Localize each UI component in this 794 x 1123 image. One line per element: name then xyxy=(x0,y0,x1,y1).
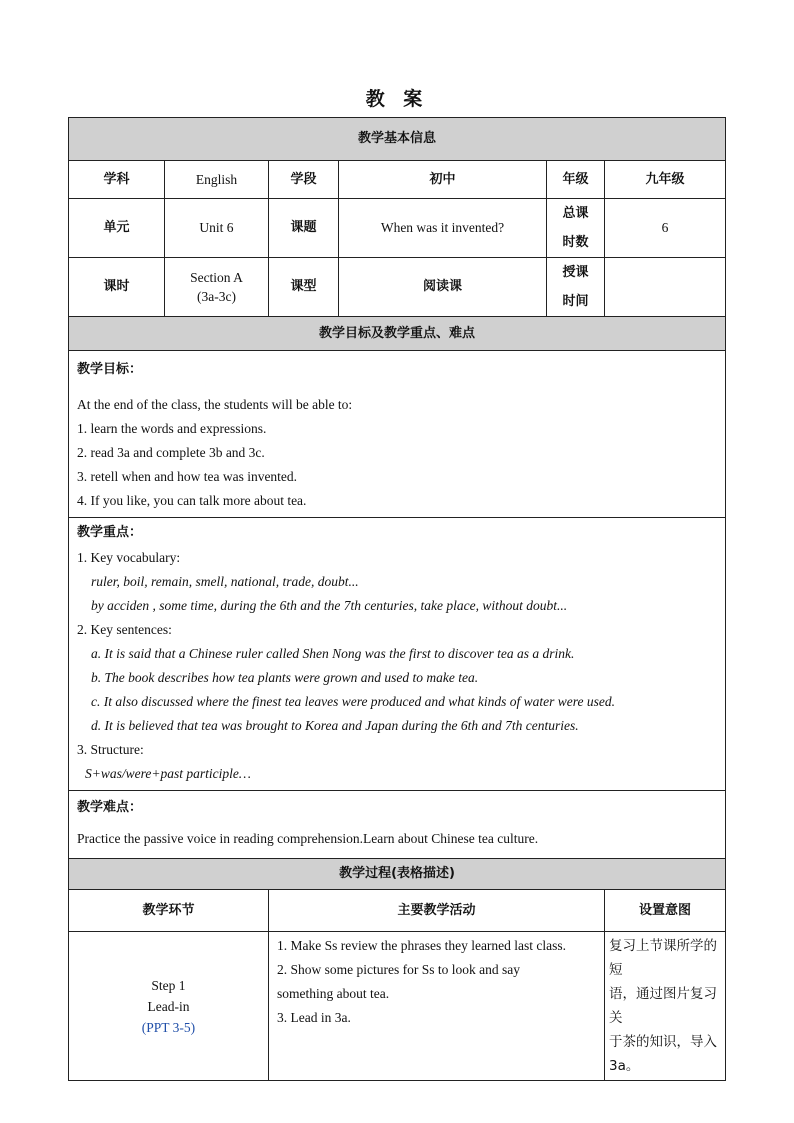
lesson-type-label: 课型 xyxy=(269,258,339,317)
activity-line: something about tea. xyxy=(277,986,390,1001)
stage-value: 初中 xyxy=(339,161,547,199)
period-label: 课时 xyxy=(69,258,165,317)
page-title: 教 案 xyxy=(365,88,429,110)
key-sentence: a. It is said that a Chinese ruler called Shen Nong was the first to discover tea as a drink. xyxy=(91,646,575,661)
structure-title: 3. Structure: xyxy=(77,742,144,757)
objectives-header: 教学目标及教学重点、难点 xyxy=(69,317,726,351)
structure-value: S+was/were+past participle… xyxy=(85,766,251,781)
intent-line: 语，通过图片复习关 xyxy=(609,986,717,1026)
period-value xyxy=(165,258,269,317)
total-periods-value: 6 xyxy=(605,199,726,258)
teaching-goals-cell xyxy=(69,351,726,518)
total-periods-label xyxy=(547,199,605,258)
grade-label: 年级 xyxy=(547,161,605,199)
goal-line: 4. If you like, you can talk more about tea. xyxy=(77,493,307,508)
key-points-cell xyxy=(69,518,726,791)
unit-value: Unit 6 xyxy=(165,199,269,258)
difficulty-cell xyxy=(69,791,726,859)
topic-value: When was it invented? xyxy=(339,199,547,258)
period-value-line-2: (3a-3c) xyxy=(197,289,236,304)
unit-label: 单元 xyxy=(69,199,165,258)
grade-value: 九年级 xyxy=(605,161,726,199)
teaching-time-label xyxy=(547,258,605,317)
intent-line: 复习上节课所学的短 xyxy=(609,938,717,978)
col-step-header: 教学环节 xyxy=(69,890,269,932)
intent-line: 于茶的知识，导入 xyxy=(609,1034,717,1050)
step1-sub: Lead-in xyxy=(147,998,190,1014)
topic-label: 课题 xyxy=(269,199,339,258)
total-label-line-1: 总课 xyxy=(562,206,589,221)
teaching-time-value xyxy=(605,258,726,317)
goal-line: 2. read 3a and complete 3b and 3c. xyxy=(77,445,265,460)
col-intent-header: 设置意图 xyxy=(605,890,726,932)
time-label-line-2: 时间 xyxy=(562,294,589,309)
total-label-line-2: 时数 xyxy=(562,235,589,250)
period-value-line-1: Section A xyxy=(190,270,243,285)
step1-name: Step 1 xyxy=(151,977,186,993)
key-points-label: 教学重点： xyxy=(77,525,143,540)
intent-line: 3a。 xyxy=(609,1058,640,1074)
lesson-plan-table xyxy=(68,117,726,1081)
step1-cell xyxy=(69,932,269,1081)
difficulty-label: 教学难点： xyxy=(77,800,143,815)
goal-line: 3. retell when and how tea was invented. xyxy=(77,469,298,484)
col-activity-header: 主要教学活动 xyxy=(269,890,605,932)
difficulty-text: Practice the passive voice in reading comprehension.Learn about Chinese tea culture. xyxy=(77,831,539,846)
activity-line: 1. Make Ss review the phrases they learned last class. xyxy=(277,938,567,953)
key-sentence: b. The book describes how tea plants were grown and used to make tea. xyxy=(91,670,479,685)
key-vocab-line: ruler, boil, remain, smell, national, trade, doubt... xyxy=(91,574,359,589)
subject-label: 学科 xyxy=(69,161,165,199)
key-vocab-title: 1. Key vocabulary: xyxy=(77,550,181,565)
subject-value: English xyxy=(165,161,269,199)
key-sentence: c. It also discussed where the finest tea leaves were produced and what kinds of water were used. xyxy=(91,694,616,709)
key-sentence: d. It is believed that tea was brought to Korea and Japan during the 6th and 7th centuries. xyxy=(91,718,579,733)
key-vocab-line: by acciden , some time, during the 6th and the 7th centuries, take place, without doubt... xyxy=(91,598,568,613)
goals-label: 教学目标： xyxy=(77,362,143,377)
goal-line: At the end of the class, the students will be able to: xyxy=(77,397,353,412)
lesson-type-value: 阅读课 xyxy=(339,258,547,317)
stage-label: 学段 xyxy=(269,161,339,199)
basic-info-header: 教学基本信息 xyxy=(69,118,726,161)
step1-activities-cell xyxy=(269,932,605,1081)
step1-ppt: (PPT 3-5) xyxy=(141,1019,196,1035)
time-label-line-1: 授课 xyxy=(562,265,589,280)
activity-line: 2. Show some pictures for Ss to look and say xyxy=(277,962,520,977)
key-sentences-title: 2. Key sentences: xyxy=(77,622,172,637)
step1-intent-cell xyxy=(605,932,726,1081)
goal-line: 1. learn the words and expressions. xyxy=(77,421,267,436)
process-header: 教学过程(表格描述) xyxy=(69,859,726,890)
activity-line: 3. Lead in 3a. xyxy=(277,1010,351,1025)
